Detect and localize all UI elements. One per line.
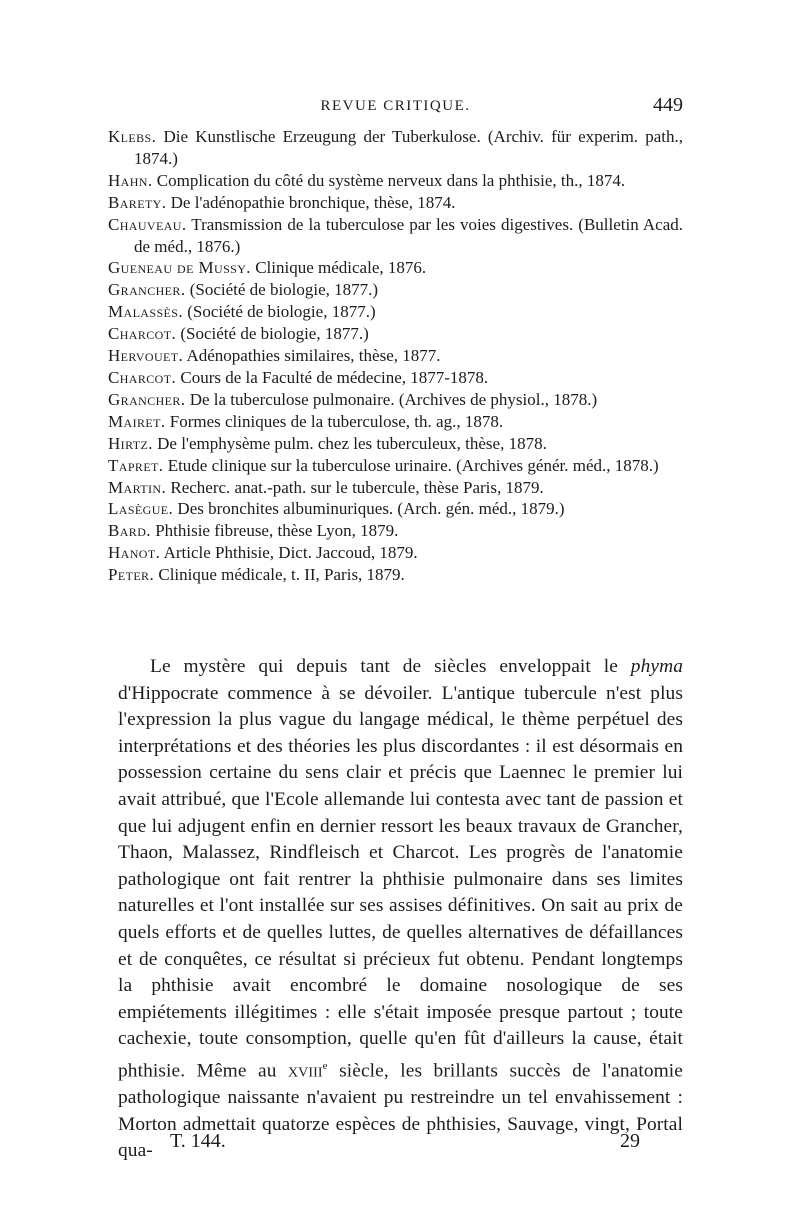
reference-entry [108,433,683,455]
reference-entry [108,345,683,367]
page-header [108,94,683,124]
reference-entry [108,279,683,301]
reference-author: Chauveau. [108,214,187,234]
reference-author: Hahn. [108,170,153,190]
reference-author: Lasègue. [108,499,174,519]
paragraph-text: Le mystère qui depuis tant de siècles enveloppait le [150,656,631,677]
reference-author: Klebs. [108,127,157,146]
reference-text: Complication du côté du système nerveux dans la phthisie, th., 1874. [152,170,626,190]
reference-text: Clinique médicale, 1876. [250,258,427,278]
reference-entry [108,126,683,170]
reference-text: De l'emphysème pulm. chez les tuberculeux, thèse, 1878. [152,433,547,453]
reference-text: De l'adénopathie bronchique, thèse, 1874. [166,192,456,212]
reference-text: Adénopathies similaires, thèse, 1877. [183,346,441,366]
reference-text: Phthisie fibreuse, thèse Lyon, 1879. [150,521,399,541]
reference-entry [108,477,683,499]
paragraph-text: siècle, les brillants succès de l'anatomie pathologique naissante n'avaient pu restreindre un tel envahissement : Morton admettait quatorze espèces de phthisies, Sauvage, vingt, Portal qua- [118,1060,683,1162]
century-superscript: e [322,1059,328,1072]
volume-signature: T. 144. [170,1130,226,1152]
reference-entry [108,214,683,258]
reference-author: Charcot. [108,367,177,387]
reference-author: Grancher. [108,389,186,409]
reference-entry [108,257,683,279]
paragraph-text: d'Hippocrate commence à se dévoiler. L'antique tubercule n'est plus l'expression la plus vague du langage médical, le thème perpétuel des interprétations et des théories les plus discordantes : il est désormais en possession certaine du sens clair et précis que Laennec le premier lui avait attribué, que l'Ecole allemande lui contesta avec tant de passion et que lui adjugent enfin en dernier ressort les beaux travaux de Grancher, Thaon, Malassez, Rindfleisch et Charcot. Les progrès de l'anatomie pathologique ont fait rentrer la phthisie pulmonaire dans ses limites naturelles et l'ont installée sur ses assises définitives. On sait au prix de quels efforts et de quelles luttes, de quelles alternatives de défaillances et de conquêtes, ce résultat si précieux fut obtenu. Pendant longtemps la phthisie avait encombré le domaine nosologique de ses empiétements illégitimes : elle s'était imposée presque partout ; toute cachexie, toute consomption, quelle qu'en fût d'ailleurs la cause, était phthisie. Même au [118,682,683,1082]
reference-text: (Société de biologie, 1877.) [176,324,369,344]
reference-author: Peter. [108,565,155,585]
reference-author: Charcot. [108,324,177,344]
bibliography-list [108,126,683,586]
main-text [118,654,683,1165]
reference-author: Hanot. [108,543,161,563]
reference-author: Mairet. [108,411,166,431]
reference-text: Formes cliniques de la tuberculose, th. ag., 1878. [165,411,504,431]
reference-text: Clinique médicale, t. II, Paris, 1879. [154,565,405,585]
reference-author: Bard. [108,521,151,541]
reference-text: Article Phthisie, Dict. Jaccoud, 1879. [160,543,418,563]
reference-author: Hervouet. [108,346,184,366]
reference-text: Etude clinique sur la tuberculose urinaire. (Archives génér. méd., 1878.) [163,455,659,475]
reference-text: De la tuberculose pulmonaire. (Archives de physiol., 1878.) [185,389,598,409]
page-number: 449 [653,94,683,116]
running-title: REVUE CRITIQUE. [320,98,471,114]
reference-entry [108,367,683,389]
century-roman-numeral: xviii [287,1060,323,1082]
reference-author: Malassès. [108,302,183,322]
reference-entry [108,498,683,520]
reference-entry [108,455,683,477]
reference-text: Cours de la Faculté de médecine, 1877-1878. [176,367,489,387]
reference-text: Des bronchites albuminuriques. (Arch. gén. méd., 1879.) [173,499,565,519]
reference-entry [108,301,683,323]
reference-text: Die Kunstlische Erzeugung der Tuberkulose. (Archiv. für experim. path., 1874.) [134,127,683,168]
sheet-number: 29 [620,1130,640,1152]
page-footer [170,1130,640,1160]
reference-author: Tapret. [108,455,164,475]
reference-text: (Société de biologie, 1877.) [182,302,376,322]
reference-author: Hirtz. [108,433,153,453]
reference-author: Martin. [108,477,167,497]
reference-text: Recherc. anat.-path. sur le tubercule, thèse Paris, 1879. [166,477,544,497]
reference-entry [108,389,683,411]
reference-entry [108,192,683,214]
reference-entry [108,542,683,564]
reference-entry [108,564,683,586]
reference-text: Transmission de la tuberculose par les voies digestives. (Bulletin Acad. de méd., 1876.) [134,214,683,256]
reference-entry [108,411,683,433]
italic-term: phyma [630,656,683,677]
reference-entry [108,323,683,345]
reference-author: Grancher. [108,280,186,300]
paragraph [118,654,683,1165]
reference-entry [108,170,683,192]
reference-author: Gueneau de Mussy. [108,258,251,278]
reference-author: Barety. [108,192,167,212]
reference-text: (Société de biologie, 1877.) [185,280,379,300]
reference-entry [108,520,683,542]
